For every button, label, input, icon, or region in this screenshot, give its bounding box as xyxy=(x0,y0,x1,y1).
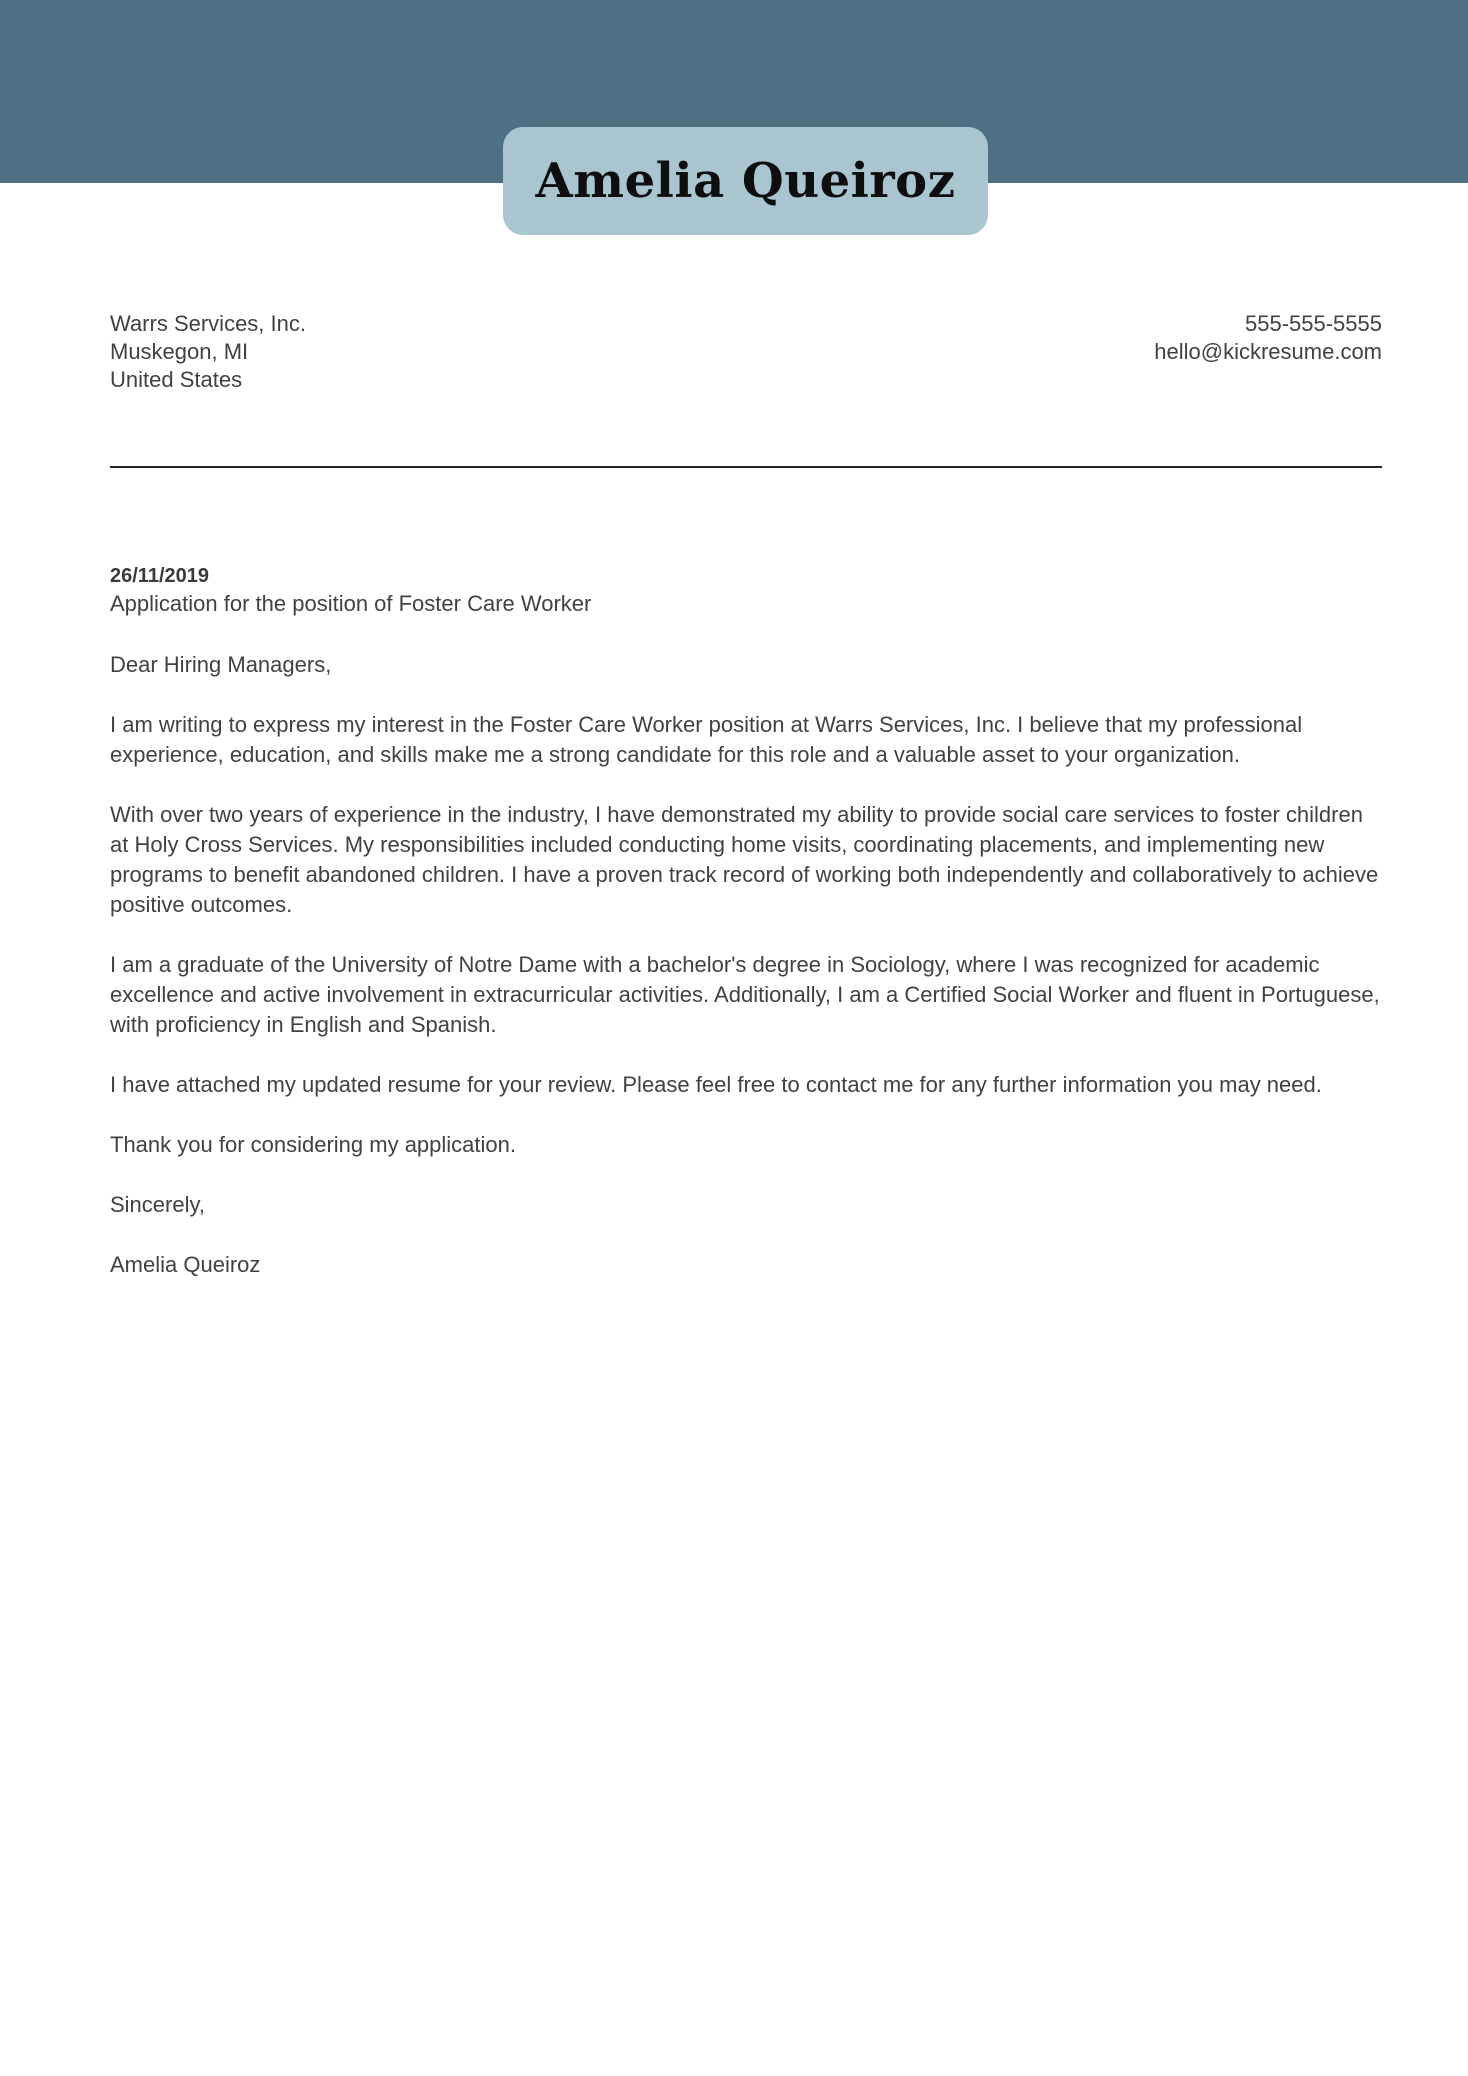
email-address: hello@kickresume.com xyxy=(1154,339,1382,364)
recipient-block xyxy=(110,310,306,394)
paragraph: I am a graduate of the University of Notre Dame with a bachelor's degree in Sociology, where I was recognized for academic excellence and active involvement in extracurricular activities. Additionally, I am a Certified Social Worker and fluent in Portuguese, with proficiency in English and Spanish. xyxy=(110,952,1380,1037)
closing-line: Sincerely, xyxy=(110,1192,205,1217)
address-row xyxy=(110,310,1382,394)
letter-body xyxy=(110,562,1382,1310)
paragraph: I have attached my updated resume for your review. Please feel free to contact me for any further information you may need. xyxy=(110,1072,1322,1097)
recipient-city: Muskegon, MI xyxy=(110,339,249,364)
candidate-name: Amelia Queiroz xyxy=(535,153,956,209)
paragraph: With over two years of experience in the industry, I have demonstrated my ability to provide social care services to foster children at Holy Cross Services. My responsibilities included conducting home visits, coordinating placements, and implementing new programs to benefit abandoned children. I have a proven track record of working both independently and collaboratively to achieve positive outcomes. xyxy=(110,802,1379,917)
phone-number: 555-555-5555 xyxy=(1244,311,1382,336)
paragraph: I am writing to express my interest in the Foster Care Worker position at Warrs Services, Inc. I believe that my professional experience, education, and skills make me a strong candidate for this role and a valuable asset to your organization. xyxy=(110,712,1303,767)
thanks-line: Thank you for considering my application. xyxy=(110,1132,516,1157)
contact-block xyxy=(1154,310,1382,366)
salutation: Dear Hiring Managers, xyxy=(110,652,332,677)
divider-rule xyxy=(110,466,1382,468)
letter-subject: Application for the position of Foster Care Worker xyxy=(110,591,592,616)
signature-name: Amelia Queiroz xyxy=(110,1252,261,1277)
recipient-company: Warrs Services, Inc. xyxy=(110,311,306,336)
name-badge xyxy=(503,127,988,235)
recipient-country: United States xyxy=(110,367,243,392)
letter-date: 26/11/2019 xyxy=(110,565,209,587)
